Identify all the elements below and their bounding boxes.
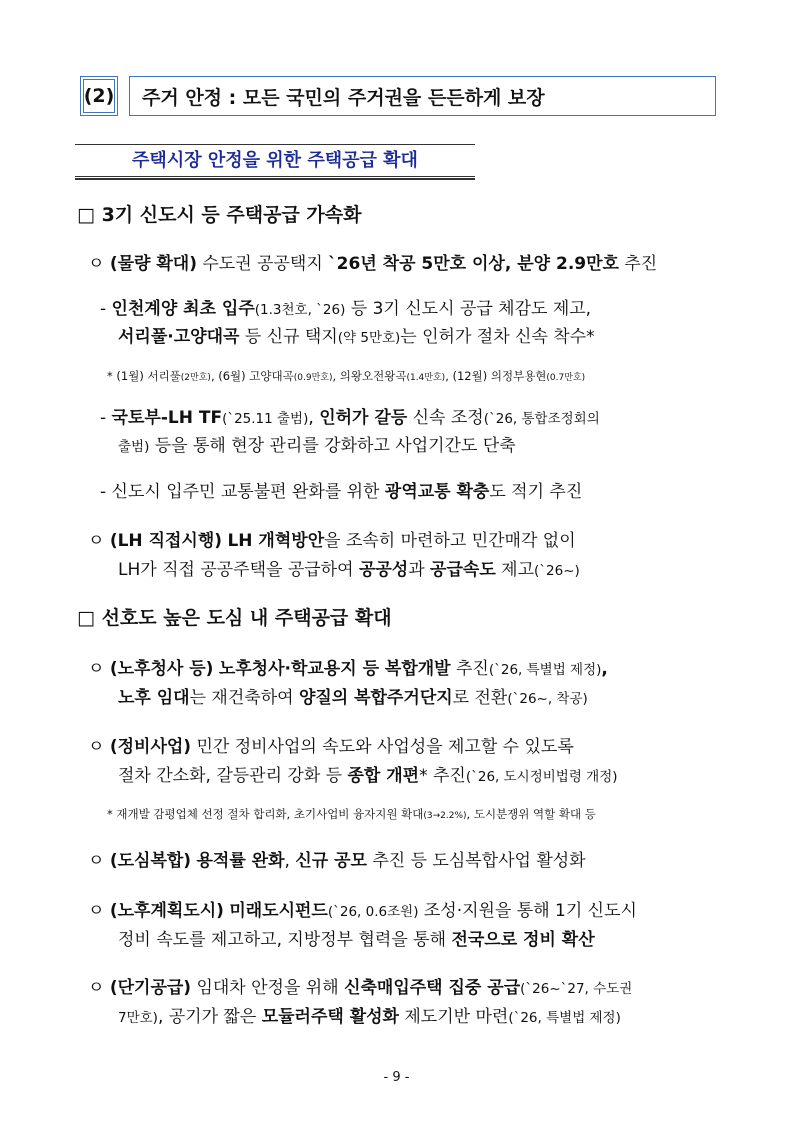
s2-bullet-renewal-line2: 절차 간소화, 갈등관리 강화 등 종합 개편* 추진(`26, 도시정비법령 개정) xyxy=(118,766,618,786)
s1-dash-incheon-line1: - 인천계양 최초 입주(1.3천호, `26) 등 3기 신도시 공급 체감도 제고, xyxy=(100,299,592,319)
s2-bullet-downtown: ㅇ (도심복합) 용적률 완화, 신규 공모 추진 등 도심복합사업 활성화 xyxy=(88,851,586,871)
s1-footnote-sites: * (1월) 서리풀(2만호), (6월) 고양대곡(0.9만호), 의왕오전왕곡(1.4만호), (12월) 의정부용현(0.7만호) xyxy=(107,369,586,383)
section1-heading: □ 3기 신도시 등 주택공급 가속화 xyxy=(77,204,362,226)
s2-bullet-short-term-line1: ㅇ (단기공급) 임대차 안정을 위해 신축매입주택 집중 공급(`26~`27, 수도권 xyxy=(88,978,633,998)
subtitle-text: 주택시장 안정을 위한 주택공급 확대 xyxy=(132,150,418,171)
s2-bullet-old-office-line2: 노후 임대는 재건축하여 양질의 복합주거단지로 전환(`26~, 착공) xyxy=(118,688,588,708)
s1-bullet-lh-line1: ㅇ (LH 직접시행) LH 개혁방안을 조속히 마련하고 민간매각 없이 xyxy=(88,531,576,551)
s2-bullet-planned-city-line1: ㅇ (노후계획도시) 미래도시펀드(`26, 0.6조원) 조성·지원을 통해 1기 신도시 xyxy=(88,901,637,921)
s1-dash-tf-line2: 출범) 등을 통해 현장 관리를 강화하고 사업기간도 단축 xyxy=(118,436,516,456)
s1-dash-incheon-line2: 서리풀·고양대곡 등 신규 택지(약 5만호)는 인허가 절차 신속 착수* xyxy=(118,327,595,347)
s2-bullet-old-office-line1: ㅇ (노후청사 등) 노후청사·학교용지 등 복합개발 추진(`26, 특별법 제정), xyxy=(88,659,608,679)
section-title: 주거 안정 : 모든 국민의 주거권을 든든하게 보장 xyxy=(142,86,545,109)
s1-dash-tf-line1: - 국토부-LH TF(`25.11 출범), 인허가 갈등 신속 조정(`26, 통합조정회의 xyxy=(100,408,600,428)
section-number-box-inner-border xyxy=(83,79,115,113)
section-title-box xyxy=(129,76,716,116)
page-number: - 9 - xyxy=(383,1070,410,1085)
subtitle-bottom-rule-thin xyxy=(75,176,475,177)
s1-bullet-lh-line2: LH가 직접 공공주택을 공급하여 공공성과 공급속도 제고(`26~) xyxy=(118,560,580,580)
s2-bullet-renewal-line1: ㅇ (정비사업) 민간 정비사업의 속도와 사업성을 제고할 수 있도록 xyxy=(88,737,574,757)
subtitle-bottom-rule xyxy=(75,178,475,180)
section2-heading: □ 선호도 높은 도심 내 주택공급 확대 xyxy=(77,607,392,629)
s1-bullet-supply-volume: ㅇ (물량 확대) 수도권 공공택지 `26년 착공 5만호 이상, 분양 2.9만호 추진 xyxy=(88,254,658,274)
s2-footnote-renewal: * 재개발 감평업체 선정 절차 합리화, 초기사업비 융자지원 확대(3→2.2%), 도시분쟁위 역할 확대 등 xyxy=(107,807,596,821)
subtitle-top-rule xyxy=(75,144,475,145)
section-number: (2) xyxy=(83,85,115,107)
s1-dash-transport: - 신도시 입주민 교통불편 완화를 위한 광역교통 확충도 적기 추진 xyxy=(100,482,583,502)
subtitle xyxy=(75,144,475,180)
section-number-box xyxy=(80,76,118,116)
s2-bullet-short-term-line2: 7만호), 공기가 짧은 모듈러주택 활성화 제도기반 마련(`26, 특별법 제정) xyxy=(118,1007,621,1027)
s2-bullet-planned-city-line2: 정비 속도를 제고하고, 지방정부 협력을 통해 전국으로 정비 확산 xyxy=(118,930,595,950)
